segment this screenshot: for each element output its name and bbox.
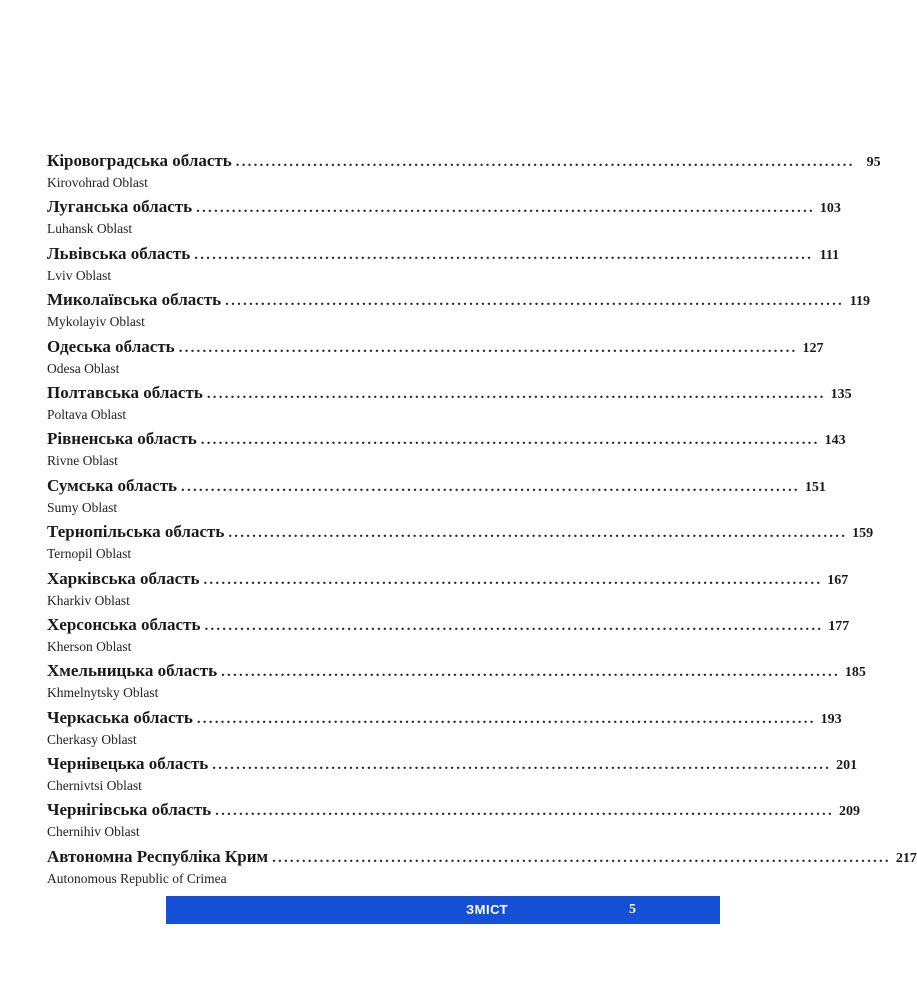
- toc-entry-title: Харківська область: [47, 568, 200, 588]
- toc-entry-title: Чернівецька область: [47, 754, 209, 774]
- toc-entry-subtitle: Sumy Oblast: [47, 499, 118, 515]
- toc-entry-subtitle: Poltava Oblast: [47, 406, 127, 422]
- toc-entry-title: Тернопільська область: [47, 522, 225, 542]
- toc-entry-page: 217: [895, 850, 917, 866]
- footer-bar: [166, 896, 720, 924]
- toc-entry-title: Автономна Республіка Крим: [47, 846, 269, 866]
- toc-entry[interactable]: [47, 428, 846, 474]
- toc-entry-page: 193: [820, 711, 842, 727]
- footer-section-label: ЗМІСТ: [466, 902, 509, 917]
- toc-entry[interactable]: [47, 289, 870, 335]
- table-of-contents: [47, 150, 917, 892]
- toc-entry-title: Черкаська область: [47, 707, 193, 727]
- toc-entry-page: 103: [819, 201, 841, 217]
- toc-entry-subtitle: Kirovohrad Oblast: [47, 175, 148, 190]
- leader-dots: ........................................................................................................: [204, 617, 824, 634]
- toc-entry-page: 135: [830, 386, 852, 402]
- leader-dots: ........................................................................................................: [194, 246, 814, 263]
- leader-dots: ........................................................................................................: [181, 478, 800, 495]
- toc-entry-page: 167: [827, 572, 849, 588]
- toc-entry-title: Полтавська область: [47, 382, 203, 402]
- toc-entry[interactable]: [47, 150, 881, 196]
- toc-entry-subtitle: Kherson Oblast: [47, 638, 132, 654]
- toc-entry-subtitle: Lviv Oblast: [47, 267, 112, 283]
- toc-entry[interactable]: [47, 753, 858, 799]
- toc-entry[interactable]: [47, 846, 917, 892]
- toc-entry-page: 143: [824, 433, 846, 449]
- toc-entry-subtitle: Autonomous Republic of Crimea: [47, 870, 227, 886]
- toc-entry[interactable]: [47, 568, 849, 614]
- toc-entry-page: 201: [836, 758, 858, 774]
- leader-dots: ........................................................................................................: [215, 803, 834, 820]
- toc-entry-subtitle: Mykolayiv Oblast: [47, 314, 145, 330]
- leader-dots: ........................................................................................................: [203, 571, 823, 588]
- leader-dots: ........................................................................................................: [212, 757, 832, 774]
- toc-entry-subtitle: Ternopil Oblast: [47, 546, 132, 562]
- toc-entry-page: 209: [838, 804, 860, 820]
- toc-entry-page: 159: [852, 526, 874, 542]
- toc-entry-page: 119: [849, 294, 870, 310]
- toc-entry-subtitle: Chernihiv Oblast: [47, 824, 140, 840]
- leader-dots: ........................................................................................................: [272, 849, 891, 866]
- leader-dots: ........................................................................................................: [200, 432, 820, 449]
- toc-entry-page: 95: [866, 155, 881, 170]
- toc-entry-page: 127: [802, 340, 824, 356]
- toc-entry[interactable]: [47, 382, 852, 428]
- toc-entry-subtitle: Luhansk Oblast: [47, 221, 133, 237]
- toc-entry[interactable]: [47, 475, 826, 521]
- toc-entry[interactable]: [47, 196, 841, 242]
- toc-entry[interactable]: [47, 799, 860, 845]
- toc-entry-subtitle: Rivne Oblast: [47, 453, 118, 469]
- toc-entry-page: 151: [804, 479, 826, 495]
- leader-dots: ........................................................................................................: [206, 385, 826, 402]
- toc-entry[interactable]: [47, 660, 866, 706]
- toc-entry-title: Чернігівська область: [47, 800, 212, 820]
- leader-dots: ........................................................................................................: [225, 293, 844, 310]
- leader-dots: ........................................................................................................: [196, 710, 816, 727]
- toc-entry[interactable]: [47, 521, 874, 567]
- toc-entry-page: 111: [819, 247, 840, 263]
- toc-entry[interactable]: [47, 243, 840, 289]
- toc-entry-page: 185: [844, 665, 866, 681]
- toc-entry-page: 177: [828, 618, 850, 634]
- toc-entry-title: Одеська область: [47, 336, 175, 356]
- toc-entry[interactable]: [47, 707, 842, 753]
- toc-entry-title: Луганська область: [47, 197, 193, 217]
- toc-entry[interactable]: [47, 336, 824, 382]
- leader-dots: ........................................................................................................: [196, 200, 815, 217]
- toc-entry-title: Рівненська область: [47, 429, 197, 449]
- footer-page-number: 5: [629, 902, 636, 917]
- leader-dots: ........................................................................................................: [221, 664, 840, 681]
- toc-entry-subtitle: Odesa Oblast: [47, 360, 120, 376]
- toc-entry[interactable]: [47, 614, 850, 660]
- leader-dots: ........................................................................................................: [228, 525, 848, 542]
- leader-dots: ........................................................................................................: [178, 339, 798, 356]
- toc-entry-title: Миколаївська область: [47, 290, 222, 310]
- toc-entry-title: Херсонська область: [47, 614, 201, 634]
- toc-entry-subtitle: Kharkiv Oblast: [47, 592, 130, 608]
- toc-entry-title: Сумська область: [47, 475, 178, 495]
- toc-entry-title: Львівська область: [47, 243, 191, 263]
- toc-entry-title: Хмельницька область: [47, 661, 218, 681]
- toc-entry-subtitle: Khmelnytsky Oblast: [47, 685, 159, 701]
- toc-entry-title: Кіровоградська область: [47, 151, 232, 170]
- toc-entry-subtitle: Cherkasy Oblast: [47, 731, 137, 747]
- leader-dots: ........................................................................................................: [235, 154, 855, 170]
- toc-entry-subtitle: Chernivtsi Oblast: [47, 778, 142, 794]
